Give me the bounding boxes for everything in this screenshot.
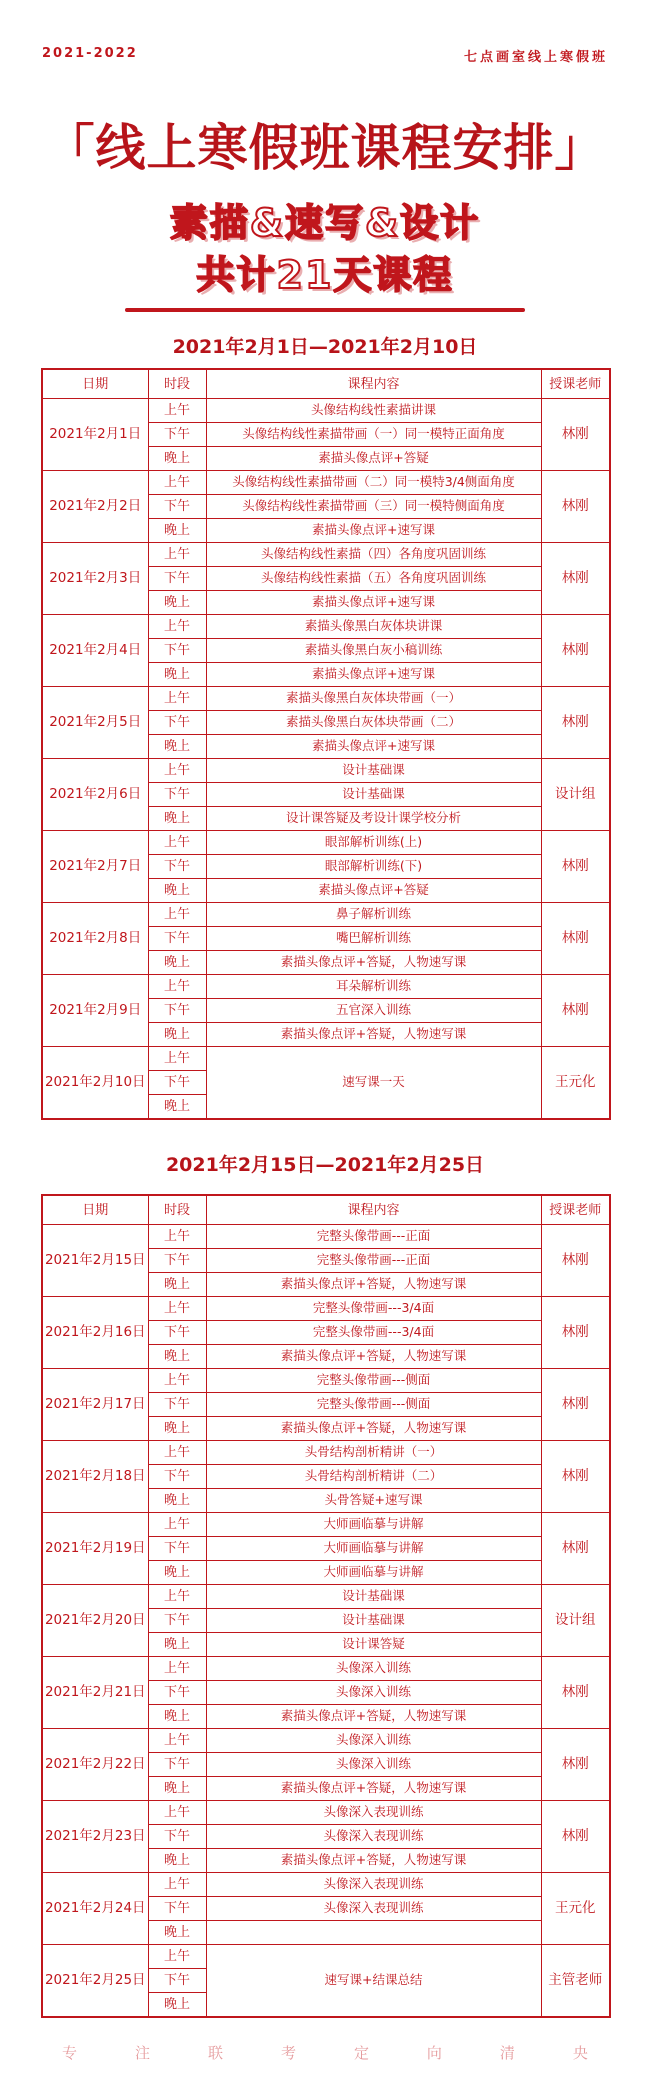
time-period: 晚上: [148, 1489, 206, 1513]
day-date: 2021年2月4日: [42, 615, 148, 687]
teacher-name: 主管老师: [541, 1945, 610, 2018]
footer-char: 专: [62, 2044, 78, 2062]
time-period: 晚上: [148, 951, 206, 975]
course-content: 头像结构线性素描讲课: [206, 399, 541, 423]
course-content: 素描头像点评+答疑，人物速写课: [206, 1417, 541, 1441]
table-row: [42, 1657, 610, 1681]
course-content: 设计基础课: [206, 1609, 541, 1633]
time-period: 晚上: [148, 807, 206, 831]
course-content: 素描头像黑白灰体块带画（一）: [206, 687, 541, 711]
time-period: 上午: [148, 903, 206, 927]
footer-char: 注: [134, 2044, 150, 2062]
time-period: 晚上: [148, 1023, 206, 1047]
table-row: [42, 903, 610, 927]
subtitle-subjects: 素描&速写&设计: [169, 201, 481, 245]
time-period: 晚上: [148, 1849, 206, 1873]
time-period: 上午: [148, 1729, 206, 1753]
course-content: 头像深入表现训练: [206, 1897, 541, 1921]
teacher-name: 林刚: [541, 1513, 610, 1585]
course-content: 设计基础课: [206, 1585, 541, 1609]
teacher-name: 林刚: [541, 687, 610, 759]
time-period: 晚上: [148, 663, 206, 687]
teacher-name: 林刚: [541, 471, 610, 543]
day-date: 2021年2月17日: [42, 1369, 148, 1441]
day-date: 2021年2月23日: [42, 1801, 148, 1873]
course-content: 头像结构线性素描带画（三）同一模特侧面角度: [206, 495, 541, 519]
time-period: 上午: [148, 543, 206, 567]
col-header-date: 日期: [42, 369, 148, 399]
course-content: 素描头像黑白灰小稿训练: [206, 639, 541, 663]
table-row: [42, 1513, 610, 1537]
course-content: 素描头像点评+答疑: [206, 879, 541, 903]
course-content: 素描头像点评+答疑，人物速写课: [206, 1023, 541, 1047]
day-date: 2021年2月2日: [42, 471, 148, 543]
teacher-name: 林刚: [541, 615, 610, 687]
course-content: 素描头像点评+答疑，人物速写课: [206, 1777, 541, 1801]
col-header-content: 课程内容: [206, 369, 541, 399]
course-content: 头像结构线性素描带画（二）同一模特3/4侧面角度: [206, 471, 541, 495]
course-content: 完整头像带画---3/4面: [206, 1297, 541, 1321]
footer-char: 定: [353, 2044, 369, 2062]
table-row: [42, 831, 610, 855]
time-period: 晚上: [148, 1345, 206, 1369]
time-period: 上午: [148, 975, 206, 999]
footer-char: 央: [572, 2044, 588, 2062]
course-content: 素描头像点评+答疑，人物速写课: [206, 951, 541, 975]
time-period: 下午: [148, 1609, 206, 1633]
time-period: 下午: [148, 783, 206, 807]
course-content: 头骨结构剖析精讲（一）: [206, 1441, 541, 1465]
time-period: 晚上: [148, 1273, 206, 1297]
col-header-teacher: 授课老师: [541, 369, 610, 399]
table-row: [42, 1297, 610, 1321]
course-content: 素描头像点评+答疑，人物速写课: [206, 1849, 541, 1873]
time-period: 下午: [148, 999, 206, 1023]
footer-char: 联: [207, 2044, 223, 2062]
table-row: [42, 1585, 610, 1609]
teacher-name: 林刚: [541, 399, 610, 471]
course-content: 头像深入表现训练: [206, 1873, 541, 1897]
table-row: [42, 1801, 610, 1825]
day-date: 2021年2月15日: [42, 1225, 148, 1297]
course-content: 素描头像点评+答疑，人物速写课: [206, 1345, 541, 1369]
course-content: 头像深入训练: [206, 1729, 541, 1753]
time-period: 上午: [148, 687, 206, 711]
course-content: 素描头像点评+答疑，人物速写课: [206, 1705, 541, 1729]
day-date: 2021年2月5日: [42, 687, 148, 759]
table-row: [42, 615, 610, 639]
subtitle-duration: 共计21天课程: [196, 253, 454, 297]
time-period: 晚上: [148, 1777, 206, 1801]
table-row: [42, 975, 610, 999]
top-bar: [42, 46, 608, 66]
course-content: 素描头像点评+速写课: [206, 591, 541, 615]
course-content: 耳朵解析训练: [206, 975, 541, 999]
course-content: 五官深入训练: [206, 999, 541, 1023]
time-period: 晚上: [148, 1561, 206, 1585]
time-period: 上午: [148, 1585, 206, 1609]
course-content: 速写课一天: [206, 1047, 541, 1120]
teacher-name: 林刚: [541, 1369, 610, 1441]
table-row: [42, 399, 610, 423]
course-content: 头像深入表现训练: [206, 1801, 541, 1825]
time-period: 晚上: [148, 1417, 206, 1441]
time-period: 上午: [148, 1513, 206, 1537]
teacher-name: 林刚: [541, 903, 610, 975]
course-content: 头像深入训练: [206, 1657, 541, 1681]
course-content: 完整头像带画---侧面: [206, 1369, 541, 1393]
time-period: 上午: [148, 1873, 206, 1897]
course-content: 完整头像带画---正面: [206, 1249, 541, 1273]
schedule-table-2: [41, 1194, 611, 2018]
course-content: 大师画临摹与讲解: [206, 1537, 541, 1561]
day-date: 2021年2月8日: [42, 903, 148, 975]
time-period: 上午: [148, 1369, 206, 1393]
brand-label: 七点画室线上寒假班: [463, 50, 608, 65]
course-content: 完整头像带画---侧面: [206, 1393, 541, 1417]
teacher-name: 王元化: [541, 1047, 610, 1120]
table-row: [42, 759, 610, 783]
time-period: 下午: [148, 1537, 206, 1561]
course-content: 素描头像点评+答疑: [206, 447, 541, 471]
course-content: 设计课答疑: [206, 1633, 541, 1657]
table-row: [42, 1729, 610, 1753]
course-content: 大师画临摹与讲解: [206, 1513, 541, 1537]
time-period: 下午: [148, 1825, 206, 1849]
time-period: 下午: [148, 711, 206, 735]
time-period: 上午: [148, 1047, 206, 1071]
day-date: 2021年2月9日: [42, 975, 148, 1047]
course-content: 设计基础课: [206, 759, 541, 783]
teacher-name: 林刚: [541, 1657, 610, 1729]
col-header-period: 时段: [148, 369, 206, 399]
time-period: 上午: [148, 615, 206, 639]
course-content: 头像结构线性素描（四）各角度巩固训练: [206, 543, 541, 567]
time-period: 晚上: [148, 1921, 206, 1945]
course-content: 头像深入训练: [206, 1681, 541, 1705]
time-period: 晚上: [148, 1705, 206, 1729]
time-period: 上午: [148, 399, 206, 423]
table-row: [42, 1047, 610, 1071]
course-content: 素描头像点评+答疑，人物速写课: [206, 1273, 541, 1297]
table-row: [42, 543, 610, 567]
day-date: 2021年2月18日: [42, 1441, 148, 1513]
table-row: [42, 471, 610, 495]
table-header-row: [42, 1195, 610, 1225]
col-header-teacher: 授课老师: [541, 1195, 610, 1225]
course-content: 素描头像点评+速写课: [206, 519, 541, 543]
time-period: 下午: [148, 1897, 206, 1921]
course-content: 完整头像带画---正面: [206, 1225, 541, 1249]
time-period: 晚上: [148, 1095, 206, 1120]
teacher-name: 林刚: [541, 831, 610, 903]
time-period: 上午: [148, 1441, 206, 1465]
time-period: 晚上: [148, 1633, 206, 1657]
time-period: 下午: [148, 927, 206, 951]
day-date: 2021年2月19日: [42, 1513, 148, 1585]
table-row: [42, 1441, 610, 1465]
course-content: 头像深入训练: [206, 1753, 541, 1777]
course-content: 鼻子解析训练: [206, 903, 541, 927]
time-period: 晚上: [148, 879, 206, 903]
day-date: 2021年2月16日: [42, 1297, 148, 1369]
time-period: 上午: [148, 1225, 206, 1249]
title-divider: [125, 308, 525, 312]
day-date: 2021年2月25日: [42, 1945, 148, 2018]
table-row: [42, 1225, 610, 1249]
time-period: 上午: [148, 1297, 206, 1321]
day-date: 2021年2月21日: [42, 1657, 148, 1729]
course-content: 完整头像带画---3/4面: [206, 1321, 541, 1345]
time-period: 下午: [148, 495, 206, 519]
time-period: 下午: [148, 1969, 206, 1993]
course-content: 速写课+结课总结: [206, 1945, 541, 2018]
time-period: 晚上: [148, 519, 206, 543]
time-period: 上午: [148, 759, 206, 783]
table-row: [42, 1369, 610, 1393]
course-content: 素描头像点评+速写课: [206, 735, 541, 759]
teacher-name: 林刚: [541, 1801, 610, 1873]
teacher-name: 林刚: [541, 1729, 610, 1801]
time-period: 下午: [148, 1465, 206, 1489]
table-row: [42, 1945, 610, 1969]
course-content: 头骨答疑+速写课: [206, 1489, 541, 1513]
course-content: 头像深入表现训练: [206, 1825, 541, 1849]
col-header-period: 时段: [148, 1195, 206, 1225]
course-content: 素描头像黑白灰体块带画（二）: [206, 711, 541, 735]
teacher-name: 林刚: [541, 1225, 610, 1297]
time-period: 晚上: [148, 447, 206, 471]
course-content: 素描头像黑白灰体块讲课: [206, 615, 541, 639]
course-content: 素描头像点评+速写课: [206, 663, 541, 687]
footer-char: 清: [499, 2044, 515, 2062]
day-date: 2021年2月10日: [42, 1047, 148, 1120]
section-heading-1: 2021年2月1日—2021年2月10日: [172, 336, 478, 358]
time-period: 上午: [148, 1945, 206, 1969]
time-period: 下午: [148, 1071, 206, 1095]
day-date: 2021年2月22日: [42, 1729, 148, 1801]
day-date: 2021年2月20日: [42, 1585, 148, 1657]
teacher-name: 设计组: [541, 759, 610, 831]
course-content: 嘴巴解析训练: [206, 927, 541, 951]
year-label: 2021-2022: [42, 46, 138, 61]
time-period: 晚上: [148, 591, 206, 615]
course-content: [206, 1921, 541, 1945]
day-date: 2021年2月6日: [42, 759, 148, 831]
table-row: [42, 687, 610, 711]
table-row: [42, 1873, 610, 1897]
day-date: 2021年2月24日: [42, 1873, 148, 1945]
day-date: 2021年2月3日: [42, 543, 148, 615]
day-date: 2021年2月7日: [42, 831, 148, 903]
schedule-table-1: [41, 368, 611, 1120]
time-period: 上午: [148, 831, 206, 855]
course-content: 头像结构线性素描（五）各角度巩固训练: [206, 567, 541, 591]
time-period: 下午: [148, 1249, 206, 1273]
time-period: 上午: [148, 1801, 206, 1825]
footer-char: 考: [280, 2044, 296, 2062]
teacher-name: 林刚: [541, 543, 610, 615]
time-period: 下午: [148, 1681, 206, 1705]
footer-slogan: [62, 2042, 588, 2064]
course-content: 设计课答疑及考设计课学校分析: [206, 807, 541, 831]
teacher-name: 林刚: [541, 1441, 610, 1513]
time-period: 下午: [148, 423, 206, 447]
time-period: 下午: [148, 1753, 206, 1777]
col-header-date: 日期: [42, 1195, 148, 1225]
course-content: 眼部解析训练(下): [206, 855, 541, 879]
time-period: 下午: [148, 639, 206, 663]
course-content: 头像结构线性素描带画（一）同一模特正面角度: [206, 423, 541, 447]
time-period: 下午: [148, 567, 206, 591]
time-period: 下午: [148, 1321, 206, 1345]
time-period: 上午: [148, 471, 206, 495]
time-period: 下午: [148, 1393, 206, 1417]
teacher-name: 林刚: [541, 975, 610, 1047]
time-period: 上午: [148, 1657, 206, 1681]
course-content: 眼部解析训练(上): [206, 831, 541, 855]
page-title: 「线上寒假班课程安排」: [44, 119, 606, 177]
section-heading-2: 2021年2月15日—2021年2月25日: [165, 1154, 485, 1176]
table-header-row: [42, 369, 610, 399]
course-content: 设计基础课: [206, 783, 541, 807]
time-period: 晚上: [148, 735, 206, 759]
time-period: 晚上: [148, 1993, 206, 2018]
day-date: 2021年2月1日: [42, 399, 148, 471]
course-content: 头骨结构剖析精讲（二）: [206, 1465, 541, 1489]
course-content: 大师画临摹与讲解: [206, 1561, 541, 1585]
teacher-name: 设计组: [541, 1585, 610, 1657]
time-period: 下午: [148, 855, 206, 879]
teacher-name: 王元化: [541, 1873, 610, 1945]
teacher-name: 林刚: [541, 1297, 610, 1369]
col-header-content: 课程内容: [206, 1195, 541, 1225]
footer-char: 向: [426, 2044, 442, 2062]
